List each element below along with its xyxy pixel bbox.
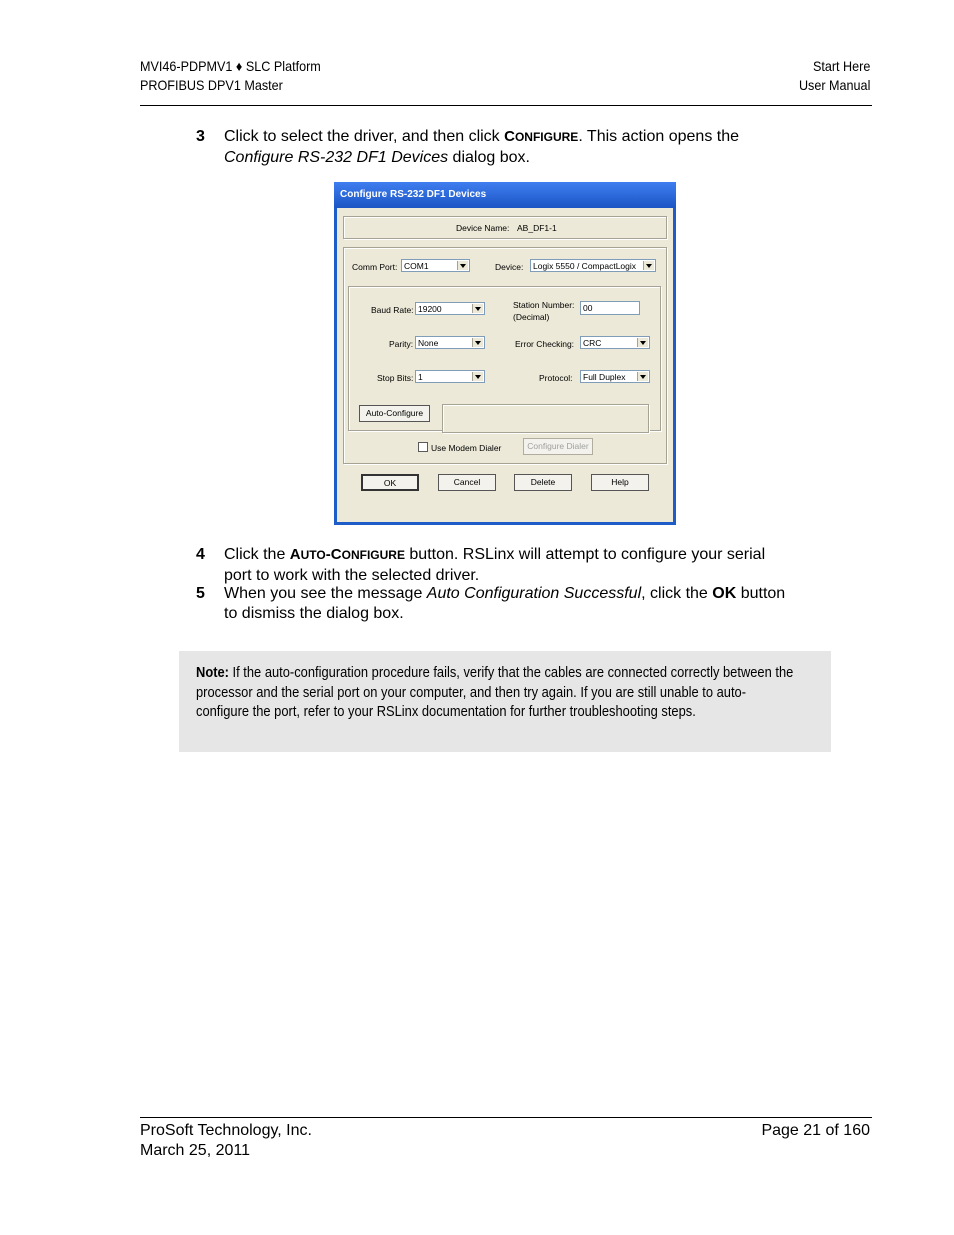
use-modem-dialer-label: Use Modem Dialer	[431, 443, 502, 453]
chevron-down-icon[interactable]	[457, 261, 468, 270]
step-number: 3	[196, 128, 205, 145]
dialog-titlebar	[334, 182, 676, 208]
protocol-select[interactable]: Full Duplex	[580, 370, 650, 383]
dialog-body	[337, 208, 673, 522]
station-number-label: Station Number:	[513, 300, 575, 310]
header-left	[140, 57, 321, 95]
protocol-label: Protocol:	[539, 373, 573, 383]
step-number: 4	[196, 546, 205, 563]
device-label: Device:	[495, 262, 524, 272]
footer-company: ProSoft Technology, Inc.	[140, 1122, 312, 1139]
header-manual: User Manual	[798, 77, 870, 93]
parity-select[interactable]: None	[415, 336, 485, 349]
footer-right	[761, 1121, 870, 1141]
error-checking-select[interactable]: CRC	[580, 336, 650, 349]
device-select[interactable]: Logix 5550 / CompactLogix	[530, 259, 656, 272]
cancel-button[interactable]: Cancel	[438, 474, 496, 491]
chevron-down-icon[interactable]	[472, 338, 483, 347]
chevron-down-icon[interactable]	[637, 372, 648, 381]
help-button[interactable]: Help	[591, 474, 649, 491]
stop-bits-label: Stop Bits:	[377, 373, 414, 383]
auto-configure-keyword: AUTO-CONFIGURE	[289, 546, 405, 563]
parity-label: Parity:	[389, 339, 414, 349]
delete-button[interactable]: Delete	[514, 474, 572, 491]
auto-configure-button[interactable]: Auto-Configure	[359, 405, 430, 422]
header-rule	[140, 105, 872, 106]
ok-button[interactable]: OK	[361, 474, 419, 491]
baud-rate-label: Baud Rate:	[371, 305, 414, 315]
configure-dialer-button[interactable]: Configure Dialer	[523, 438, 593, 455]
comm-port-label: Comm Port:	[352, 262, 398, 272]
header-right	[799, 57, 870, 95]
header-product: MVI46-PDPMV1 ♦ SLC Platform	[140, 58, 321, 74]
station-number-input[interactable]: 00	[580, 301, 640, 315]
device-name-value: AB_DF1-1	[517, 223, 557, 233]
header-section: Start Here	[812, 58, 870, 74]
footer-left	[140, 1121, 312, 1160]
page-number: Page 21 of 160	[761, 1122, 870, 1139]
use-modem-dialer-checkbox[interactable]	[418, 442, 428, 452]
comm-port-select[interactable]: COM1	[401, 259, 470, 272]
note-label: Note:	[196, 664, 229, 681]
chevron-down-icon[interactable]	[472, 372, 483, 381]
step-text: Click the AUTO-CONFIGURE button. RSLinx will attempt to configure your serial port to work with the selected driver.	[224, 546, 766, 584]
note-text: Note: If the auto-configuration procedure fails, verify that the cables are connected correctly between the processor and the serial port on your computer, and then try again. If you are still unable to auto-configure the port, refer to your RSLinx documentation for further troubleshooting steps.	[196, 664, 794, 721]
chevron-down-icon[interactable]	[637, 338, 648, 347]
device-name-group	[343, 216, 667, 239]
footer-date: March 25, 2011	[140, 1141, 250, 1159]
header-subtitle: PROFIBUS DPV1 Master	[140, 77, 283, 93]
station-number-sublabel: (Decimal)	[513, 312, 550, 322]
configure-keyword: CONFIGURE	[504, 128, 579, 145]
step-text: When you see the message Auto Configuration Successful, click the OK button to dismiss the dialog box.	[224, 585, 786, 622]
status-area	[442, 404, 649, 433]
chevron-down-icon[interactable]	[643, 261, 654, 270]
step-text: Click to select the driver, and then click CONFIGURE. This action opens the Configure RS-232 DF1 Devices dialog box.	[224, 128, 740, 166]
device-name-label: Device Name:	[456, 223, 510, 233]
dialog-title: Configure RS-232 DF1 Devices	[340, 189, 487, 200]
note-box	[179, 651, 831, 752]
configure-dialog	[334, 182, 676, 525]
chevron-down-icon[interactable]	[472, 304, 483, 313]
footer-rule	[140, 1117, 872, 1118]
step-number: 5	[196, 585, 205, 602]
baud-rate-select[interactable]: 19200	[415, 302, 485, 315]
stop-bits-select[interactable]: 1	[415, 370, 485, 383]
error-checking-label: Error Checking:	[515, 339, 575, 349]
